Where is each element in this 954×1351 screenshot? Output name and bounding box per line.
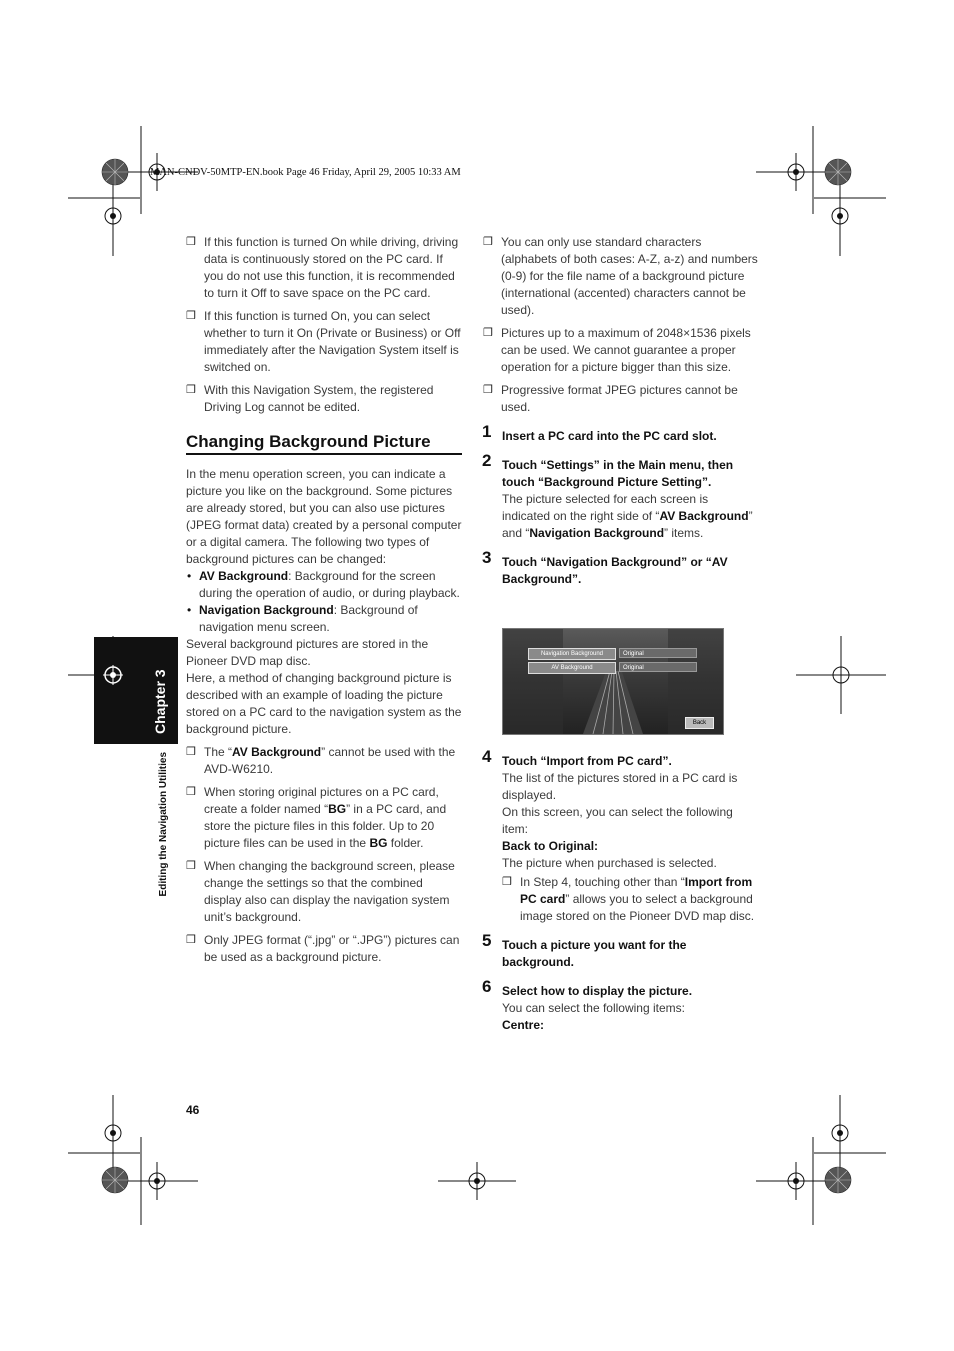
av-background-button[interactable]: AV Background — [528, 662, 616, 674]
step-2: 2 Touch “Settings” in the Main menu, then touch “Background Picture Setting”. The picture selected for each screen is indicated on the right side of “AV Background” and “Navigation Background” items. — [482, 451, 753, 540]
chapter-crosshair-icon — [103, 665, 123, 685]
bullet-av-background: • AV Background: Background for the screen during the operation of audio, or during playback. — [186, 568, 462, 602]
note-driving-log: ❒ With this Navigation System, the registered Driving Log cannot be edited. — [186, 382, 462, 416]
section-side-label: Editing the Navigation Utilities — [158, 752, 169, 897]
intro-paragraph: In the menu operation screen, you can indicate a picture you like on the background. Some pictures are already stored, but you can also use pictures (JPEG format data) created by a personal computer or a digital camera. The following two types of background pictures can be changed: — [186, 467, 462, 566]
nav-background-value: Original — [619, 648, 697, 658]
step-3: 3 Touch “Navigation Background” or “AV Background”. — [482, 548, 728, 586]
section-heading: Changing Background Picture — [186, 433, 462, 455]
nav-background-button[interactable]: Navigation Background — [528, 648, 616, 660]
note-combined-display: ❒ When changing the background screen, please change the settings so that the combined display also can display the navigation system unit’s background. — [186, 858, 462, 926]
note-private-business: ❒ If this function is turned On, you can select whether to turn it On (Private or Business) or Off immediately after the Navigation System itself is switched on. — [186, 308, 462, 376]
step-4: 4 Touch “Import from PC card”. The list of the pictures stored in a PC card is displayed. On this screen, you can select the following item: Back to Original: The picture when purchased is selected. ❒ In Step 4, touching other than “Import from PC card” allows you to select a background image stored on the Pioneer DVD map disc. — [483, 753, 759, 925]
note-av-background: ❒ The “AV Background” cannot be used with the AVD-W6210. — [186, 744, 462, 778]
nav-background-row[interactable] — [503, 648, 723, 658]
step-5: 5 Touch a picture you want for the background. — [482, 931, 687, 969]
note-step4: ❒ In Step 4, touching other than “Import from PC card” allows you to select a background image stored on the Pioneer DVD map disc. — [502, 874, 759, 925]
step-6: 6 Select how to display the picture. You can select the following items: Centre: — [482, 977, 693, 1032]
left-column — [186, 234, 462, 966]
paragraph-stored-pictures: Several background pictures are stored in the Pioneer DVD map disc. — [186, 637, 429, 668]
note-progressive-jpeg: ❒ Progressive format JPEG pictures cannot be used. — [483, 382, 759, 416]
note-bg-folder: ❒ When storing original pictures on a PC card, create a folder named “BG” in a PC card, and store the picture files in this folder. Up to 20 picture files can be used in the BG folder. — [186, 784, 462, 852]
background-setting-screenshot — [502, 628, 724, 735]
file-header: MAN-CNDV-50MTP-EN.book Page 46 Friday, April 29, 2005 10:33 AM — [150, 167, 461, 178]
back-button[interactable]: Back — [685, 717, 714, 729]
step-1: 1 Insert a PC card into the PC card slot. — [482, 422, 717, 443]
note-filename-chars: ❒ You can only use standard characters (alphabets of both cases: A-Z, a-z) and numbers (0-9) for the file name of a background picture (international (accented) characters cannot be used). — [483, 234, 759, 319]
paragraph-method: Here, a method of changing background picture is described with an example of loading the picture stored on a PC card to the navigation system as the background picture. — [186, 671, 462, 736]
note-jpeg-only: ❒ Only JPEG format (“.jpg” or “.JPG”) pictures can be used as a background picture. — [186, 932, 462, 966]
page-number: 46 — [186, 1103, 200, 1117]
note-max-pixels: ❒ Pictures up to a maximum of 2048×1536 pixels can be used. We cannot guarantee a proper operation for a picture bigger than this size. — [483, 325, 759, 376]
bullet-navigation-background: • Navigation Background: Background of navigation menu screen. — [186, 602, 462, 636]
right-column-lower — [482, 747, 759, 1034]
av-background-value: Original — [619, 662, 697, 672]
chapter-label: Chapter 3 — [152, 669, 168, 734]
av-background-row[interactable] — [503, 662, 723, 672]
note-driving-data: ❒ If this function is turned On while driving, driving data is continuously stored on the PC card. If you do not use this function, it is recommended to turn it Off to save space on the PC card. — [186, 234, 462, 302]
right-column — [483, 234, 759, 588]
